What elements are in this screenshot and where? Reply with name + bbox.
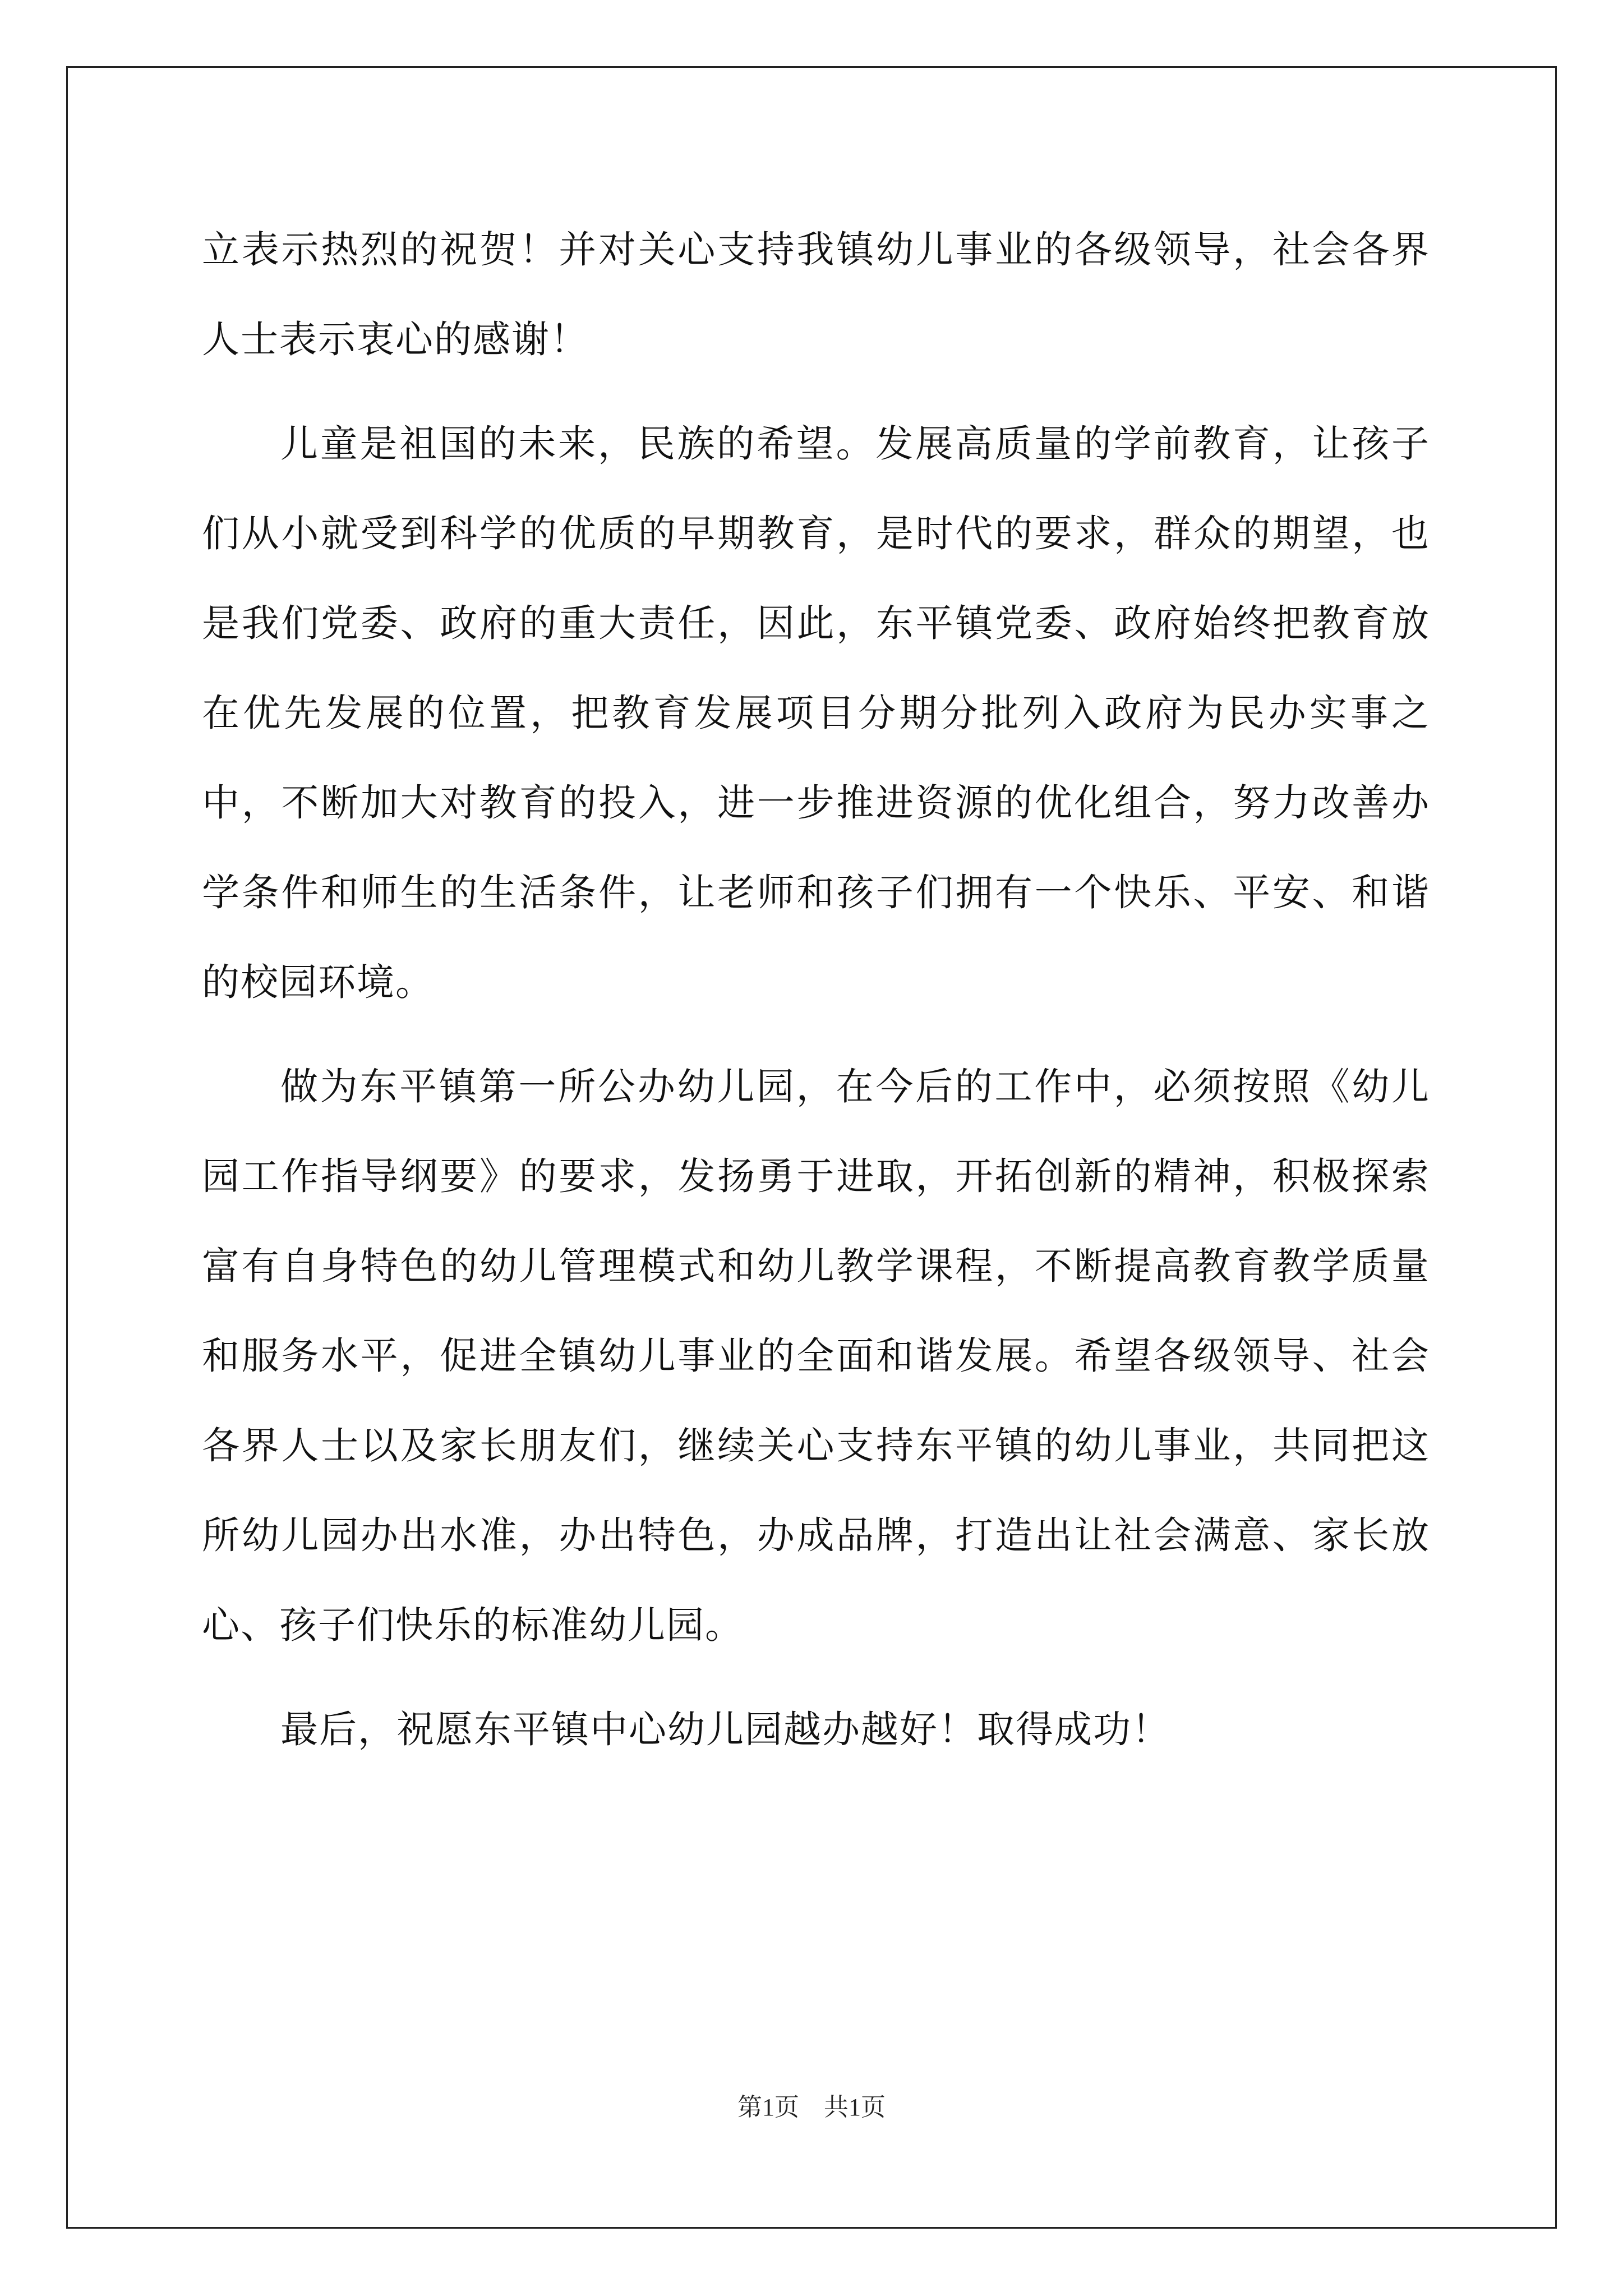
paragraph-2: 儿童是祖国的未来，民族的希望。发展高质量的学前教育，让孩子们从小就受到科学的优质的早期教育，是时代的要求，群众的期望，也是我们党委、政府的重大责任，因此，东平镇党委、政府始终把教育放在优先发展的位置，把教育发展项目分期分批列入政府为民办实事之中，不断加大对教育的投入，进一步推进资源的优化组合，努力改善办学条件和师生的生活条件，让老师和孩子们拥有一个快乐、平安、和谐的校园环境。 xyxy=(202,422,1430,1004)
document-body xyxy=(202,205,1430,1789)
page-number-footer: 第1页 共1页 xyxy=(737,2093,886,2121)
paragraph-3: 做为东平镇第一所公办幼儿园，在今后的工作中，必须按照《幼儿园工作指导纲要》的要求，发扬勇于进取，开拓创新的精神，积极探索富有自身特色的幼儿管理模式和幼儿教学课程，不断提高教育教学质量和服务水平，促进全镇幼儿事业的全面和谐发展。希望各级领导、社会各界人士以及家长朋友们，继续关心支持东平镇的幼儿事业，共同把这所幼儿园办出水准，办出特色，办成品牌，打造出让社会满意、家长放心、孩子们快乐的标准幼儿园。 xyxy=(202,1065,1430,1647)
paragraph-1: 立表示热烈的祝贺！并对关心支持我镇幼儿事业的各级领导，社会各界人士表示衷心的感谢！ xyxy=(202,228,1430,361)
paragraph-4: 最后，祝愿东平镇中心幼儿园越办越好！取得成功！ xyxy=(280,1708,1170,1751)
